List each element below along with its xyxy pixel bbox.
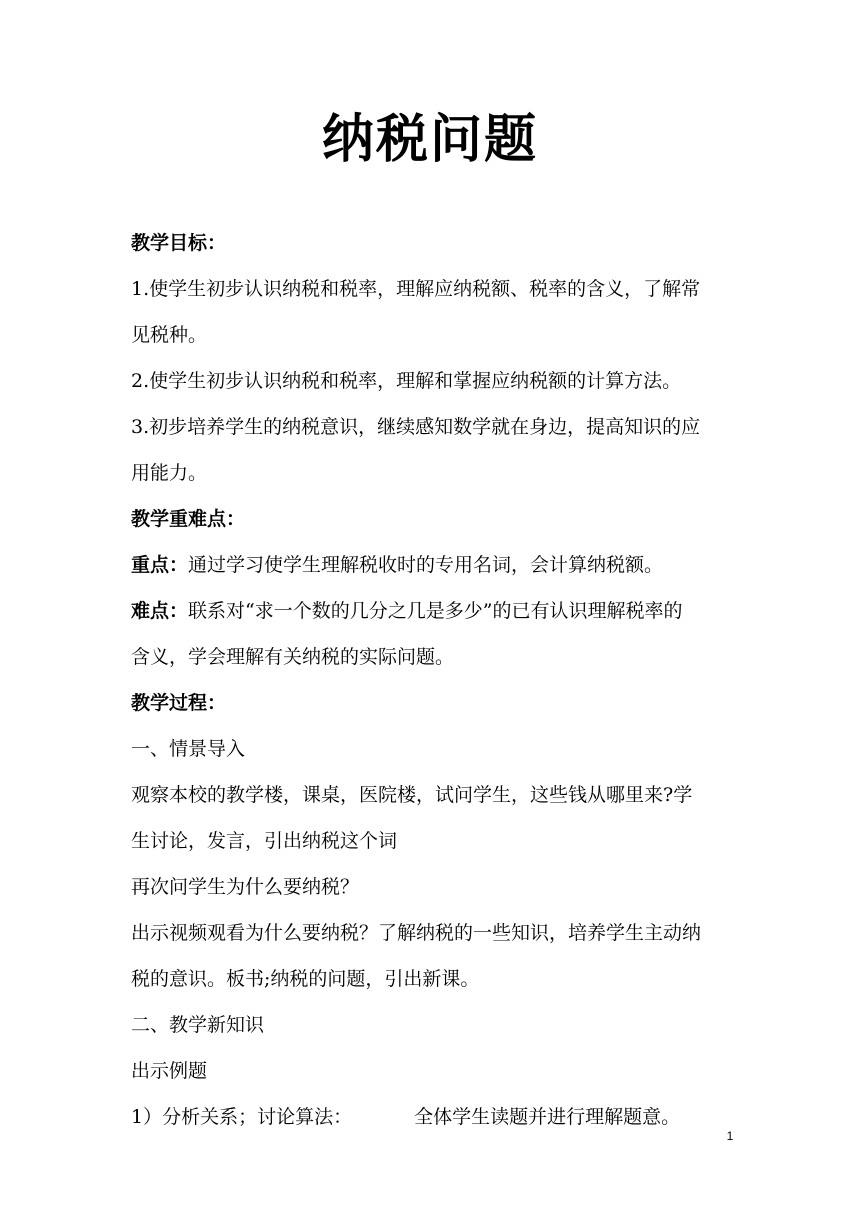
section-2-paragraph-1: 出示例题 [131, 1060, 208, 1082]
section-1-paragraph-1-line-1: 观察本校的教学楼，课桌，医院楼，试问学生，这些钱从哪里来?学 [131, 784, 693, 806]
section-1-paragraph-2: 再次问学生为什么要纳税？ [131, 876, 360, 898]
difficulty-text-line-1: 联系对“求一个数的几分之几是多少”的已有认识理解税率的 [188, 600, 683, 622]
keypoint-text: 通过学习使学生理解税收时的专用名词，会计算纳税额。 [188, 554, 664, 576]
objective-3-line-2: 用能力。 [131, 462, 208, 484]
objectives-heading: 教学目标： [131, 232, 227, 254]
keypoints-heading: 教学重难点： [131, 508, 246, 530]
section-1-paragraph-1-line-2: 生讨论，发言，引出纳税这个词 [131, 830, 398, 852]
section-1-paragraph-3-line-2: 税的意识。板书;纳税的问题，引出新课。 [131, 968, 480, 990]
page-number: 1 [726, 1129, 734, 1143]
section-1-paragraph-3-line-1: 出示视频观看为什么要纳税？了解纳税的一些知识，培养学生主动纳 [131, 922, 702, 944]
document-title: 纳税问题 [321, 109, 538, 170]
section-1-title: 一、情景导入 [131, 738, 246, 760]
keypoint-paragraph [131, 542, 731, 588]
step-1-right: 全体学生读题并进行理解题意。 [414, 1106, 681, 1128]
objective-1-line-2: 见税种。 [131, 324, 208, 346]
document-body [131, 220, 731, 1140]
step-1-left: 1）分析关系；讨论算法： [131, 1106, 353, 1128]
step-1-paragraph [131, 1094, 731, 1140]
objective-2: 2.使学生初步认识纳税和税率，理解和掌握应纳税额的计算方法。 [131, 370, 682, 392]
keypoint-label: 重点： [131, 554, 189, 576]
objective-1-line-1: 1.使学生初步认识纳税和税率，理解应纳税额、税率的含义，了解常 [131, 278, 701, 300]
process-heading: 教学过程： [131, 692, 227, 714]
section-2-title: 二、教学新知识 [131, 1014, 265, 1036]
difficulty-label: 难点： [131, 600, 189, 622]
objective-3-line-1: 3.初步培养学生的纳税意识，继续感知数学就在身边，提高知识的应 [131, 416, 701, 438]
difficulty-text-line-2: 含义，学会理解有关纳税的实际问题。 [131, 646, 455, 668]
difficulty-paragraph-line-1 [131, 588, 731, 634]
